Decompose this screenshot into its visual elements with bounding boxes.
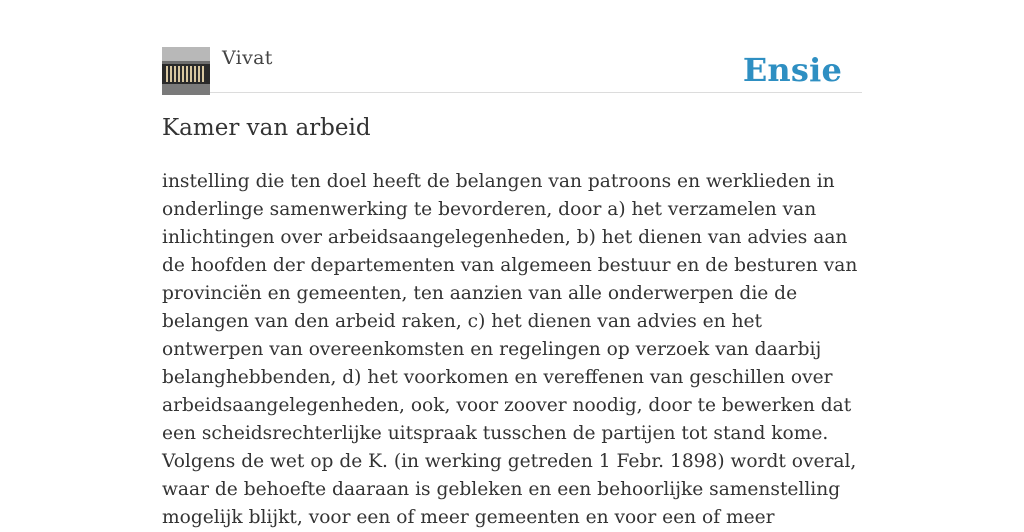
brand-logo[interactable]: Ensie xyxy=(742,51,842,89)
author-name[interactable]: Vivat xyxy=(222,47,273,69)
article-body: instelling die ten doel heeft de belangen van patroons en werklieden in onderlinge samenwerking te bevorderen, door a) het verzamelen van inlichtingen over arbeidsaangelegenheden, b) het dienen van advies aan de hoofden der departementen van algemeen bestuur en de besturen van provinciën en gemeenten, ten aanzien van alle onderwerpen die de belangen van den arbeid raken, c) het dienen van advies en het ontwerpen van overeenkomsten en regelingen op verzoek van daarbij belanghebbenden, d) het voorkomen en vereffenen van geschillen over arbeidsaangelegenheden, ook, voor zoover noodig, door te bewerken dat een scheidsrechterlijke uitspraak tusschen de partijen tot stand kome. Volgens de wet op de K. (in werking getreden 1 Febr. 1898) wordt overal, waar de behoefte daaraan is gebleken en een behoorlijke samenstelling mogelijk blijkt, voor een of meer gemeenten en voor een of meer xyxy=(162,171,858,528)
bookshelf-avatar-icon[interactable] xyxy=(162,47,210,95)
page-header xyxy=(162,46,862,93)
article-title: Kamer van arbeid xyxy=(162,115,371,141)
